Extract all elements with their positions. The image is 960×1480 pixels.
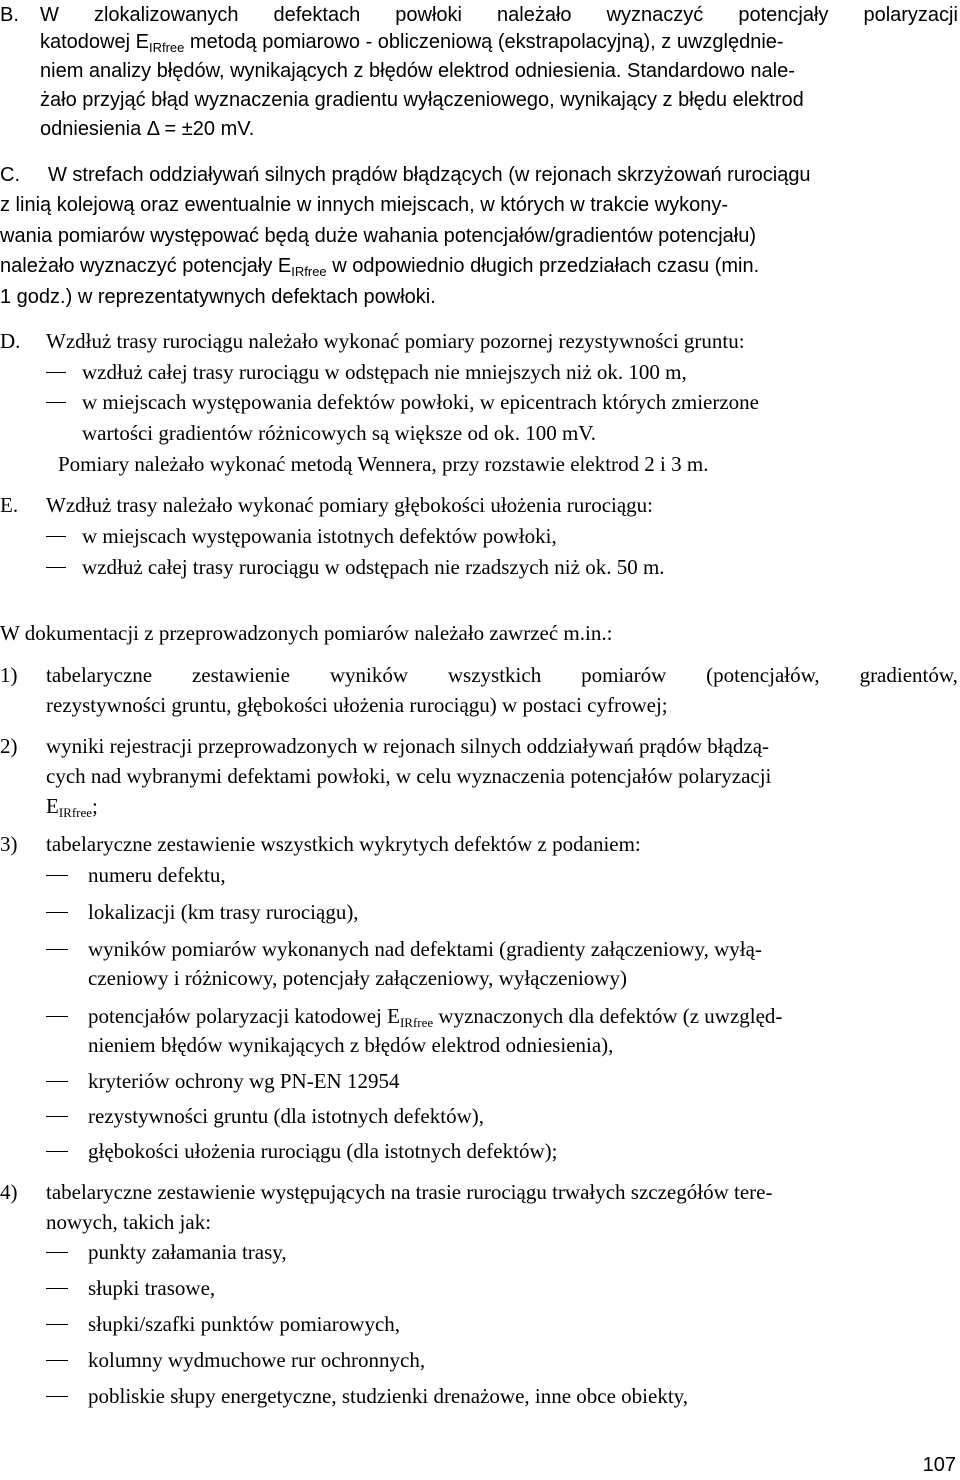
section-c-line [0, 251, 759, 281]
text-span: potencjałów polaryzacji katodowej E [88, 1004, 400, 1028]
section-e-item: wzdłuż całej trasy rurociągu w odstępach nie rzadszych niż ok. 50 m. [82, 555, 665, 579]
subscript: IRfree [148, 40, 185, 55]
dash-bullet [46, 949, 68, 950]
list-item-line: nowych, takich jak: [46, 1210, 212, 1234]
dash-bullet [46, 1081, 68, 1082]
section-b-line: żało przyjąć błąd wyznaczenia gradientu wyłączeniowego, wynikający z błędu elektrod [40, 89, 804, 111]
list-item-line: tabelaryczne zestawienie występujących na trasie rurociągu trwałych szczegółów tere- [46, 1180, 773, 1204]
sub-item: głębokości ułożenia rurociągu (dla istotnych defektów); [88, 1139, 558, 1163]
sub-item: rezystywności gruntu (dla istotnych defektów), [88, 1104, 484, 1128]
sub-item: punkty załamania trasy, [88, 1240, 287, 1264]
dash-bullet [46, 372, 66, 373]
text-span: wyznaczonych dla defektów (z uwzględ- [433, 1004, 783, 1028]
list-number: 4) [0, 1180, 18, 1204]
dash-bullet [46, 1288, 68, 1289]
list-item-line [46, 660, 958, 690]
documentation-intro: W dokumentacji z przeprowadzonych pomiarów należało zawrzeć m.in.: [0, 621, 613, 645]
sub-item: numeru defektu, [88, 863, 226, 887]
dash-bullet [46, 567, 66, 568]
word: należało [497, 4, 572, 26]
list-item-line: cych nad wybranymi defektami powłoki, w celu wyznaczenia potencjałów polaryzacji [46, 764, 772, 788]
section-c-line: z linią kolejową oraz ewentualnie w innych miejscach, w których w trakcie wykony- [0, 194, 729, 216]
section-b-line [40, 0, 958, 30]
text-span: w odpowiednio długich przedziałach czasu (min. [326, 255, 760, 277]
word: gradientów, [859, 663, 958, 687]
section-e-marker: E. [0, 493, 19, 517]
section-c-line: wania pomiarów występować będą duże wahania potencjałów/gradientów potencjału) [0, 225, 757, 247]
sub-item: lokalizacji (km trasy rurociągu), [88, 900, 359, 924]
section-d-intro: Wzdłuż trasy rurociągu należało wykonać pomiary pozornej rezystywności gruntu: [46, 329, 745, 353]
word: pomiarów [581, 663, 667, 687]
sub-item: kolumny wydmuchowe rur ochronnych, [88, 1348, 426, 1372]
sub-item: wyników pomiarów wykonanych nad defektami (gradienty załączeniowy, wyłą- [88, 937, 762, 961]
dash-bullet [46, 1360, 68, 1361]
dash-bullet [46, 402, 66, 403]
section-c-marker: C. [0, 164, 20, 186]
section-c-line: 1 godz.) w reprezentatywnych defektach powłoki. [0, 286, 436, 308]
section-d-item: wartości gradientów różnicowych są większe od ok. 100 mV. [82, 421, 596, 445]
word: potencjały [738, 4, 829, 26]
word: wszystkich [447, 663, 542, 687]
list-item-line: wyniki rejestracji przeprowadzonych w rejonach silnych oddziaływań prądów błądzą- [46, 734, 770, 758]
list-item-line [46, 791, 98, 821]
section-c-line: W strefach oddziaływań silnych prądów błądzących (w rejonach skrzyżowań rurociągu [48, 164, 811, 186]
subscript: IRfree [58, 805, 93, 820]
section-b-line: niem analizy błędów, wynikających z błędów elektrod odniesienia. Standardowo nale- [40, 60, 795, 82]
section-d-item: w miejscach występowania defektów powłoki, w epicentrach których zmierzone [82, 390, 760, 414]
section-d-note: Pomiary należało wykonać metodą Wennera, przy rozstawie elektrod 2 i 3 m. [58, 452, 709, 476]
text-span: metodą pomiarowo - obliczeniową (ekstrapolacyjną), z uwzględnie- [184, 31, 784, 53]
dash-bullet [46, 912, 68, 913]
section-b-line: odniesienia Δ = ±20 mV. [40, 118, 255, 140]
section-b-line [40, 27, 784, 57]
list-number: 2) [0, 734, 18, 758]
word: tabelaryczne [46, 663, 153, 687]
text-span: E [46, 794, 59, 818]
text-span: ; [92, 794, 98, 818]
word: defektach [273, 4, 361, 26]
sub-item: pobliskie słupy energetyczne, studzienki drenażowe, inne obce obiekty, [88, 1384, 689, 1408]
text-span: katodowej E [40, 31, 149, 53]
section-e-intro: Wzdłuż trasy należało wykonać pomiary głębokości ułożenia rurociągu: [46, 493, 654, 517]
word: polaryzacji [863, 4, 958, 26]
section-b-marker: B. [0, 4, 19, 26]
sub-item: słupki trasowe, [88, 1276, 216, 1300]
sub-item: nieniem błędów wynikających z błędów elektrod odniesienia), [88, 1033, 614, 1057]
word: (potencjałów, [706, 663, 820, 687]
list-item-line: rezystywności gruntu, głębokości ułożenia rurociągu) w postaci cyfrowej; [46, 693, 668, 717]
sub-item: czeniowy i różnicowy, potencjały załączeniowy, wyłączeniowy) [88, 966, 627, 990]
section-d-marker: D. [0, 329, 21, 353]
dash-bullet [46, 1116, 68, 1117]
subscript: IRfree [399, 1015, 434, 1030]
list-item-line: tabelaryczne zestawienie wszystkich wykrytych defektów z podaniem: [46, 832, 641, 856]
list-number: 1) [0, 663, 18, 687]
word: zestawienie [191, 663, 290, 687]
dash-bullet [46, 536, 66, 537]
page-number: 107 [922, 1454, 956, 1476]
section-d-item: wzdłuż całej trasy rurociągu w odstępach nie mniejszych niż ok. 100 m, [82, 360, 687, 384]
dash-bullet [46, 1252, 68, 1253]
sub-item: słupki/szafki punktów pomiarowych, [88, 1312, 401, 1336]
dash-bullet [46, 1151, 68, 1152]
text-span: należało wyznaczyć potencjały E [0, 255, 292, 277]
dash-bullet [46, 875, 68, 876]
sub-item: kryteriów ochrony wg PN-EN 12954 [88, 1069, 400, 1093]
subscript: IRfree [291, 264, 327, 279]
word: wyznaczyć [606, 4, 704, 26]
section-e-item: w miejscach występowania istotnych defektów powłoki, [82, 524, 557, 548]
list-number: 3) [0, 832, 18, 856]
word: powłoki [395, 4, 462, 26]
word: wyników [329, 663, 408, 687]
dash-bullet [46, 1016, 68, 1017]
dash-bullet [46, 1324, 68, 1325]
word: W [40, 4, 59, 26]
sub-item [88, 1001, 782, 1031]
dash-bullet [46, 1396, 68, 1397]
word: zlokalizowanych [93, 4, 239, 26]
